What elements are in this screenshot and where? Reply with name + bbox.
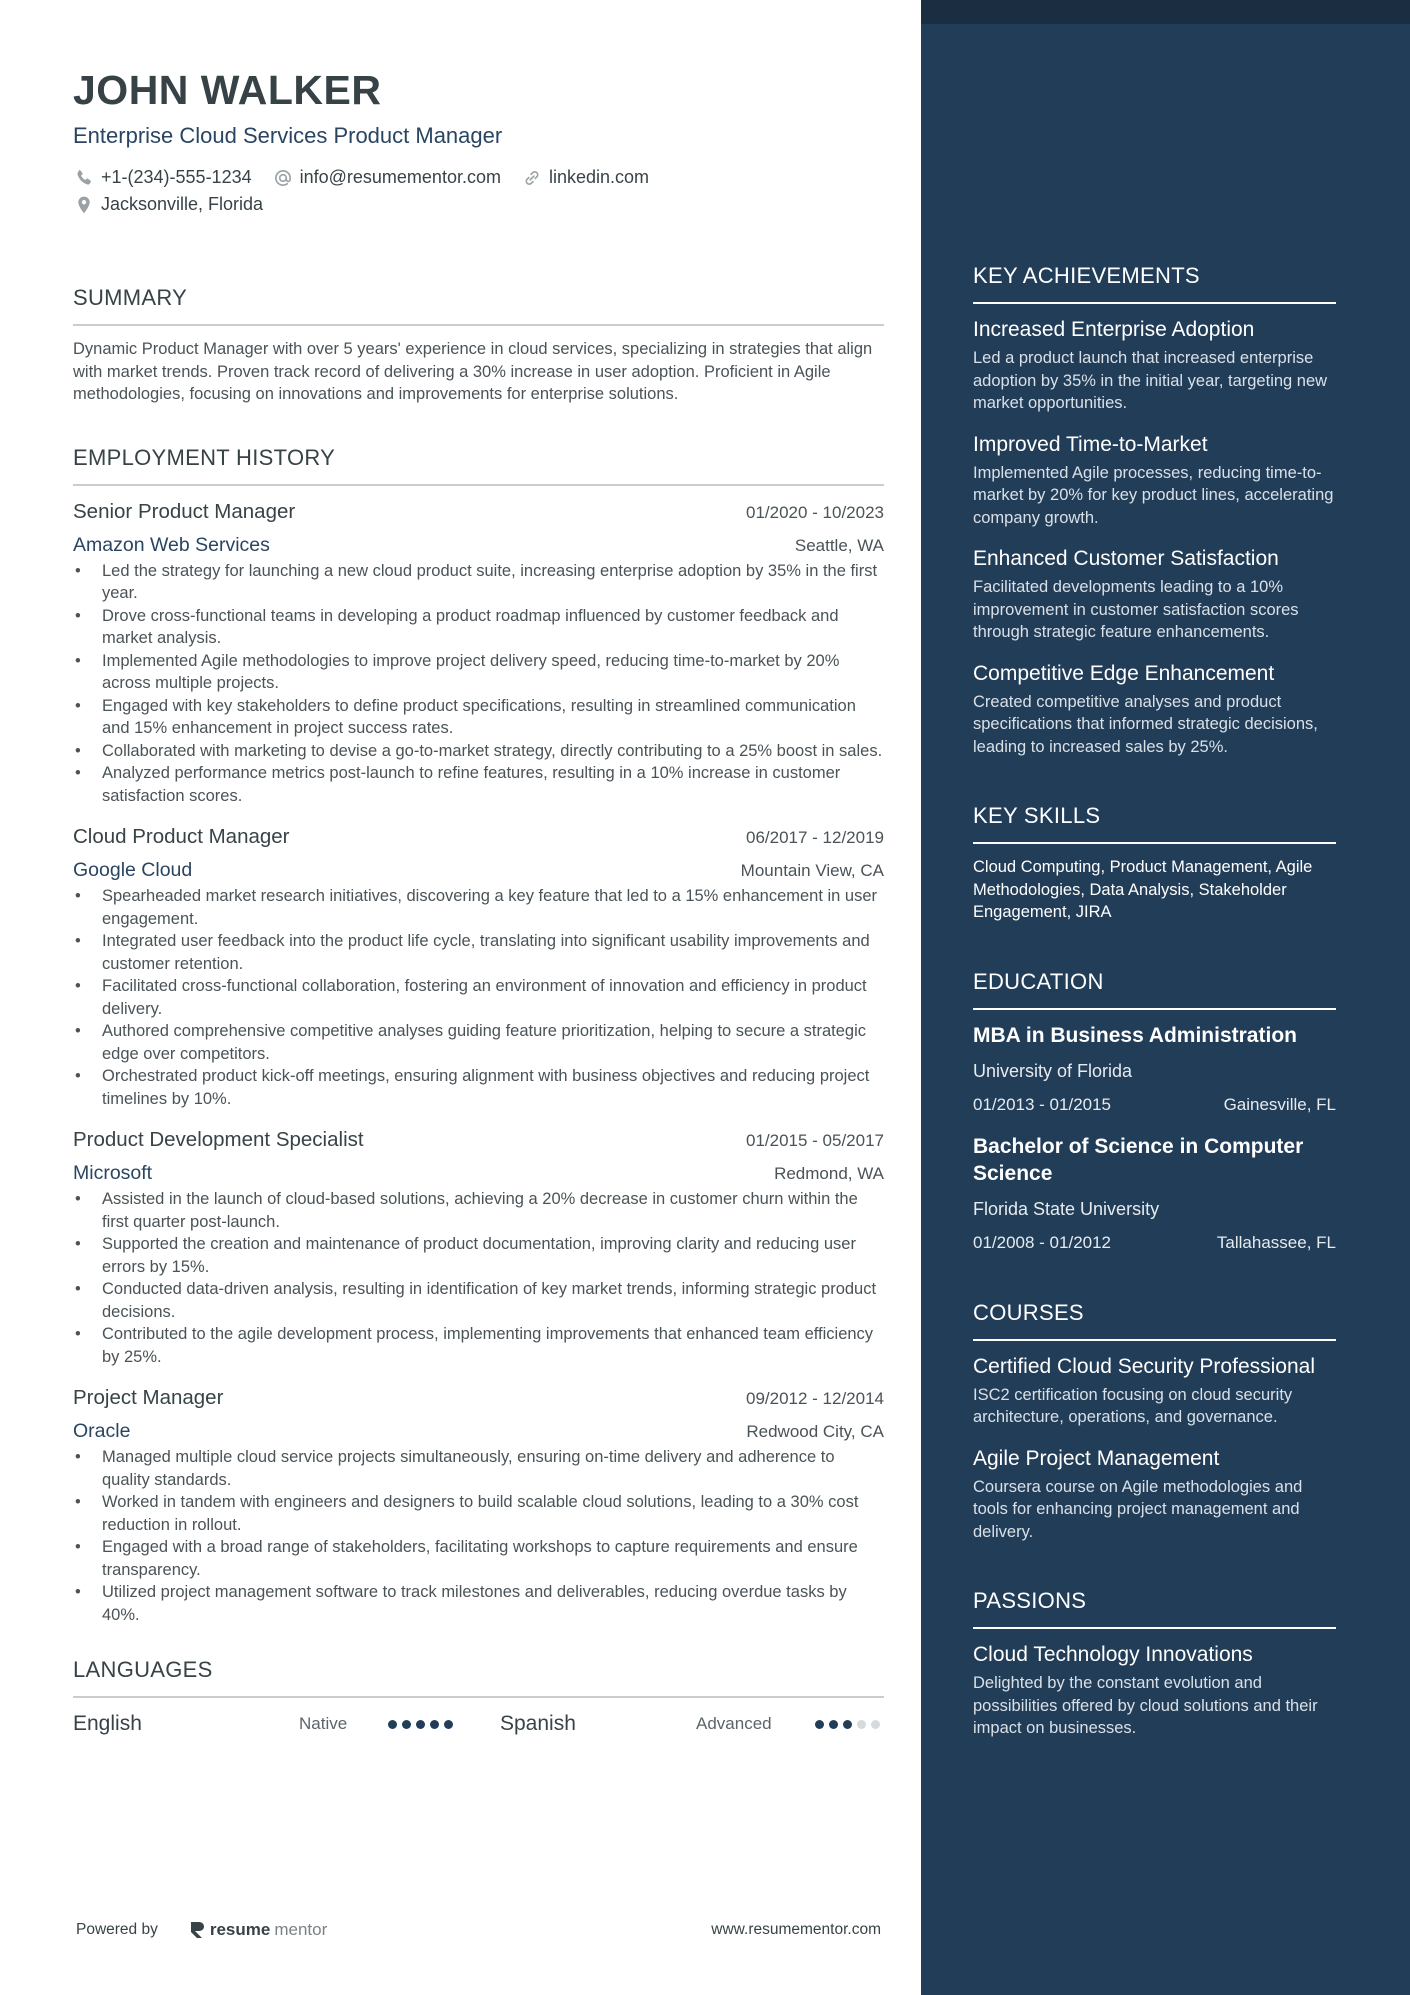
education-dates: 01/2013 - 01/2015 — [973, 1094, 1112, 1114]
job-bullet: • Led the strategy for launching a new cloud product suite, increasing enterprise adoption by 35% in the first year. — [73, 560, 884, 605]
job-bullet: • Implemented Agile methodologies to improve project delivery speed, reducing time-to-market by 20% across multiple projects. — [73, 650, 884, 695]
education-degree: Bachelor of Science in Computer Science — [973, 1134, 1304, 1185]
course-text: ISC2 certification focusing on cloud security architecture, operations, and governance. — [973, 1385, 1293, 1426]
sidebar-content — [973, 262, 1336, 1740]
job-title: Cloud Product Manager — [73, 825, 290, 848]
achievement-item — [973, 660, 1336, 759]
job-bullet: • Integrated user feedback into the product life cycle, translating into significant usability improvements and customer retention. — [73, 930, 884, 975]
job-bullet: • Facilitated cross-functional collaboration, fostering an environment of innovation and efficiency in product delivery. — [73, 975, 884, 1020]
achievement-item — [973, 545, 1336, 644]
language-name: Spanish — [500, 1712, 576, 1735]
job-company: Oracle — [73, 1420, 131, 1442]
course-item — [973, 1353, 1336, 1429]
contact-phone[interactable] — [73, 164, 252, 191]
rating-dot-empty — [871, 1720, 880, 1729]
summary-section — [73, 284, 884, 406]
sidebar — [921, 0, 1410, 1995]
rating-dot-filled — [430, 1720, 439, 1729]
job-bullet: • Supported the creation and maintenance of product documentation, improving clarity and reducing user errors by 15%. — [73, 1233, 884, 1278]
brand-logo[interactable] — [188, 1920, 327, 1940]
powered-by-label: Powered by — [76, 1921, 158, 1938]
sidebar-top-band — [921, 0, 1410, 24]
job-bullet: • Drove cross-functional teams in developing a product roadmap influenced by customer feedback and market analysis. — [73, 605, 884, 650]
contact-info — [73, 164, 884, 218]
education-heading: EDUCATION — [973, 968, 1336, 1010]
education-item — [973, 1133, 1336, 1255]
passions-section — [973, 1587, 1336, 1740]
job-entry — [73, 1126, 884, 1368]
job-bullet: • Worked in tandem with engineers and designers to build scalable cloud solutions, leading to a 30% cost reduction in rollout. — [73, 1491, 884, 1536]
job-bullet: • Analyzed performance metrics post-launch to refine features, resulting in a 10% increase in customer satisfaction scores. — [73, 762, 884, 807]
achievement-title: Enhanced Customer Satisfaction — [973, 547, 1279, 570]
job-bullet: • Orchestrated product kick-off meetings, ensuring alignment with business objectives and reducing project timelines by 10%. — [73, 1065, 884, 1110]
job-bullet: • Engaged with key stakeholders to define product specifications, resulting in streamlined communication and 15% enhancement in project success rates. — [73, 695, 884, 740]
language-name: English — [73, 1712, 142, 1735]
education-location: Gainesville, FL — [1223, 1094, 1336, 1114]
candidate-name: JOHN WALKER — [73, 67, 382, 113]
achievement-item — [973, 431, 1336, 530]
education-section — [973, 968, 1336, 1255]
language-level: Native — [299, 1714, 348, 1733]
job-location: Redwood City, CA — [746, 1422, 884, 1441]
passion-item — [973, 1641, 1336, 1740]
achievement-text: Implemented Agile processes, reducing time-to-market by 20% for key product lines, accelerating company growth. — [973, 463, 1334, 527]
job-bullet: • Assisted in the launch of cloud-based solutions, achieving a 20% decrease in customer churn within the first quarter post-launch. — [73, 1188, 884, 1233]
rating-dot-filled — [402, 1720, 411, 1729]
powered-by — [76, 1920, 327, 1940]
education-location: Tallahassee, FL — [1216, 1232, 1336, 1252]
courses-heading: COURSES — [973, 1299, 1336, 1341]
achievement-text: Facilitated developments leading to a 10% improvement in customer satisfaction scores through strategic feature enhancements. — [973, 578, 1299, 641]
job-bullet: • Contributed to the agile development process, implementing improvements that enhanced team efficiency by 25%. — [73, 1323, 884, 1368]
rating-dot-filled — [843, 1720, 852, 1729]
course-title: Certified Cloud Security Professional — [973, 1354, 1315, 1378]
contact-email[interactable] — [272, 164, 501, 191]
job-bullet: • Engaged with a broad range of stakeholders, facilitating workshops to capture requirements and ensure transparency. — [73, 1536, 884, 1581]
education-school: Florida State University — [973, 1198, 1160, 1219]
resumementor-logo-icon — [188, 1920, 206, 1940]
job-bullets — [73, 1446, 884, 1626]
footer — [76, 1917, 881, 1943]
job-company: Amazon Web Services — [73, 533, 270, 556]
rating-dot-filled — [815, 1720, 824, 1729]
passions-heading: PASSIONS — [973, 1587, 1336, 1629]
job-dates: 09/2012 - 12/2014 — [745, 1389, 884, 1408]
job-location: Redmond, WA — [774, 1164, 884, 1183]
achievement-text: Created competitive analyses and product specifications that informed strategic decisions, leading to increased sales by 25%. — [973, 692, 1318, 756]
rating-dot-filled — [444, 1720, 453, 1729]
email-address: info@resumementor.com — [299, 167, 501, 187]
education-dates: 01/2008 - 01/2012 — [973, 1232, 1112, 1252]
course-item — [973, 1445, 1336, 1544]
education-school: University of Florida — [973, 1060, 1133, 1081]
skills-section — [973, 802, 1336, 924]
language-level: Advanced — [696, 1714, 772, 1733]
job-entry — [73, 1384, 884, 1626]
rating-dot-filled — [829, 1720, 838, 1729]
phone-icon — [73, 167, 95, 189]
summary-heading: SUMMARY — [73, 284, 884, 326]
employment-heading: EMPLOYMENT HISTORY — [73, 444, 884, 486]
job-dates: 06/2017 - 12/2019 — [745, 828, 884, 847]
contact-linkedin[interactable] — [521, 164, 649, 191]
passion-title: Cloud Technology Innovations — [973, 1643, 1253, 1666]
job-title: Project Manager — [73, 1386, 224, 1409]
education-degree: MBA in Business Administration — [973, 1023, 1297, 1047]
link-icon — [521, 167, 543, 189]
summary-text: Dynamic Product Manager with over 5 years' experience in cloud services, specializing in strategies that align with market trends. Proven track record of delivering a 30% increase in user adoption. Proficient in Agile methodologies, focusing on innovations and improvements for enterprise solutions. — [73, 340, 873, 403]
achievements-heading: KEY ACHIEVEMENTS — [973, 262, 1336, 304]
website-link[interactable]: www.resumementor.com — [711, 1921, 881, 1938]
achievement-title: Increased Enterprise Adoption — [973, 318, 1255, 341]
language-rating — [388, 1720, 500, 1729]
job-bullets — [73, 560, 884, 808]
job-bullet: • Conducted data-driven analysis, resulting in identification of key market trends, informing strategic product decisions. — [73, 1278, 884, 1323]
employment-section — [73, 444, 884, 1627]
achievements-section — [973, 262, 1336, 758]
education-item — [973, 1022, 1336, 1117]
achievement-title: Competitive Edge Enhancement — [973, 661, 1275, 685]
job-entry — [73, 823, 884, 1110]
phone-number: +1-(234)-555-1234 — [101, 167, 252, 187]
languages-heading: LANGUAGES — [73, 1656, 884, 1698]
job-location: Mountain View, CA — [740, 861, 884, 880]
job-dates: 01/2015 - 05/2017 — [745, 1131, 884, 1150]
job-bullet: • Spearheaded market research initiatives, discovering a key feature that led to a 15% enhancement in user engagement. — [73, 885, 884, 930]
achievement-text: Led a product launch that increased enterprise adoption by 35% in the initial year, targeting new market opportunities. — [973, 349, 1328, 412]
job-company: Google Cloud — [73, 859, 193, 881]
location-pin-icon — [73, 194, 95, 216]
job-title: Senior Product Manager — [73, 499, 296, 523]
rating-dot-filled — [416, 1720, 425, 1729]
rating-dot-empty — [857, 1720, 866, 1729]
main-column — [73, 62, 884, 1740]
courses-section — [973, 1299, 1336, 1544]
achievement-title: Improved Time-to-Market — [973, 432, 1208, 456]
job-entry — [73, 498, 884, 808]
job-bullet: • Authored comprehensive competitive analyses guiding feature prioritization, helping to secure a strategic edge over competitors. — [73, 1020, 884, 1065]
job-dates: 01/2020 - 10/2023 — [745, 502, 884, 522]
skills-heading: KEY SKILLS — [973, 802, 1336, 844]
job-location: Seattle, WA — [794, 535, 884, 555]
rating-dot-filled — [388, 1720, 397, 1729]
languages-section — [73, 1656, 884, 1740]
job-bullet: • Managed multiple cloud service projects simultaneously, ensuring on-time delivery and adherence to quality standards. — [73, 1446, 884, 1491]
languages-row — [73, 1708, 884, 1740]
location-text: Jacksonville, Florida — [101, 194, 264, 214]
achievement-item — [973, 316, 1336, 415]
job-bullets — [73, 885, 884, 1110]
course-title: Agile Project Management — [973, 1446, 1220, 1470]
course-text: Coursera course on Agile methodologies and tools for enhancing project management and delivery. — [973, 1477, 1303, 1541]
job-bullet: • Utilized project management software to track milestones and deliverables, reducing overdue tasks by 40%. — [73, 1581, 884, 1626]
job-company: Microsoft — [73, 1162, 153, 1184]
at-icon — [272, 167, 294, 189]
skills-list: Cloud Computing, Product Management, Agile Methodologies, Data Analysis, Stakeholder Engagement, JIRA — [973, 858, 1313, 921]
language-rating — [815, 1720, 880, 1729]
contact-location — [73, 191, 263, 218]
brand-light: mentor — [274, 1920, 328, 1939]
job-bullets — [73, 1188, 884, 1368]
linkedin-link: linkedin.com — [548, 167, 650, 187]
passion-text: Delighted by the constant evolution and possibilities offered by cloud solutions and their impact on businesses. — [973, 1674, 1318, 1737]
job-title: Product Development Specialist — [73, 1128, 364, 1151]
candidate-title: Enterprise Cloud Services Product Manager — [73, 123, 503, 148]
job-bullet: • Collaborated with marketing to devise a go-to-market strategy, directly contributing to a 25% boost in sales. — [73, 740, 884, 763]
brand-bold: resume — [209, 1920, 271, 1939]
